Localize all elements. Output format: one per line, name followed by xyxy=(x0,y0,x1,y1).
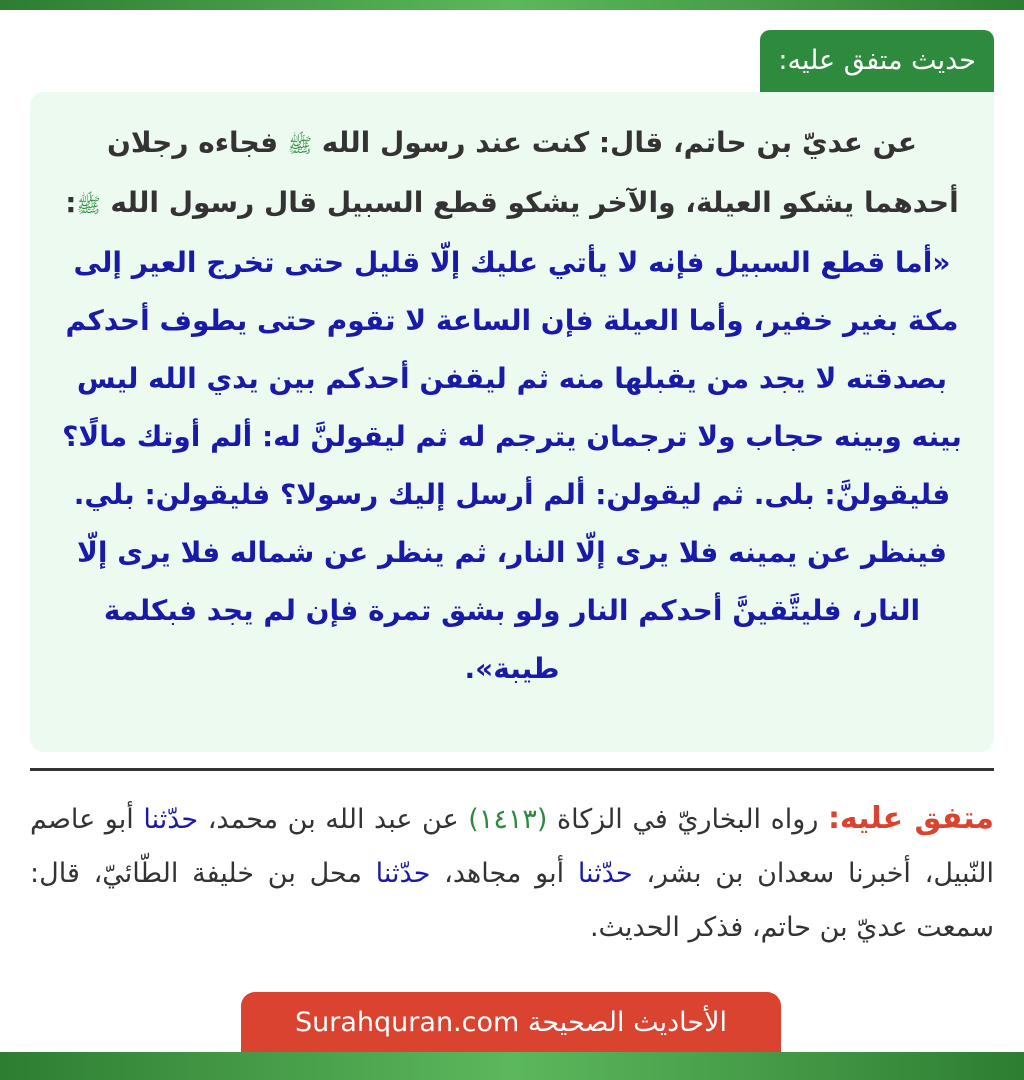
takhrij-label: متفق عليه: xyxy=(827,801,995,836)
salutation-icon: ﷺ xyxy=(76,193,101,217)
top-decorative-bar xyxy=(0,0,1024,10)
hadith-narration-part-3: : xyxy=(65,186,77,219)
salutation-icon: ﷺ xyxy=(287,133,312,157)
haddathana-word: حدّثنا xyxy=(375,858,431,889)
bottom-decorative-bar xyxy=(0,1052,1024,1080)
takhrij-text: عن عبد الله بن محمد، xyxy=(198,804,469,835)
hadith-narration-part-2: فجاءه رجلان أحدهما يشكو العيلة، والآخر يشكو قطع السبيل قال رسول الله xyxy=(100,126,959,219)
takhrij-text: رواه البخاريّ في الزكاة xyxy=(547,804,828,835)
site-footer-label: الأحاديث الصحيحة Surahquran.com xyxy=(241,992,781,1054)
prophet-speech: «أما قطع السبيل فإنه لا يأتي عليك إلّا قليل حتى تخرج العير إلى مكة بغير خفير، وأما العيلة فإن الساعة لا تقوم حتى يطوف أحدكم بصدقته لا يجد من يقبلها منه ثم ليقفن أحدكم بين يدي الله ليس بينه وبينه حجاب ولا ترجمان يترجم له ثم ليقولنَّ له: ألم أوتك مالًا؟ فليقولنَّ: بلى. ثم ليقولن: ألم أرسل إليك رسولا؟ فليقولن: بلي. فينظر عن يمينه فلا يرى إلّا النار، ثم ينظر عن شماله فلا يرى إلّا النار، فليتَّقينَّ أحدكم النار ولو بشق تمرة فإن لم يجد فبكلمة طيبة». xyxy=(62,246,962,685)
takhrij-text: أبو عاصم النّبيل، أخبرنا سعدان بن بشر، xyxy=(30,804,994,889)
takhrij-text: أبو مجاهد، xyxy=(430,858,578,889)
haddathana-word: حدّثنا xyxy=(577,858,633,889)
reference-number: (١٤١٣) xyxy=(468,804,548,835)
hadith-type-title: حديث متفق عليه: xyxy=(760,30,994,92)
hadith-narration-part-1: عن عديّ بن حاتم، قال: كنت عند رسول الله xyxy=(312,126,917,159)
haddathana-word: حدّثنا xyxy=(143,804,199,835)
takhrij-paragraph xyxy=(30,792,994,955)
takhrij-text: محل بن خليفة الطّائيّ، قال: سمعت عديّ بن حاتم، فذكر الحديث. xyxy=(30,858,994,943)
section-divider xyxy=(30,768,994,771)
hadith-text-box xyxy=(30,92,994,752)
